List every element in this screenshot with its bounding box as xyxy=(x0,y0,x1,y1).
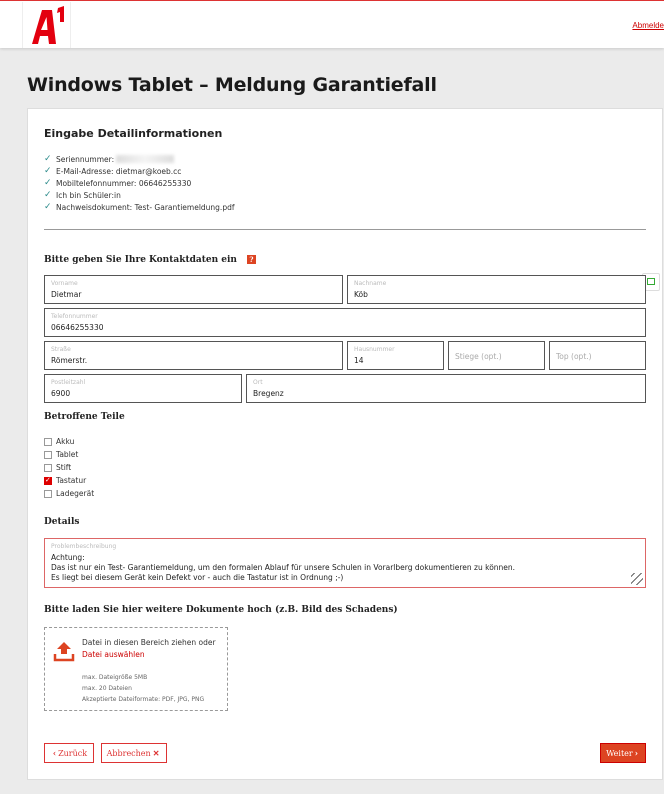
housenumber-field[interactable] xyxy=(347,341,444,370)
textarea-content xyxy=(51,553,515,583)
help-icon[interactable]: ? xyxy=(247,255,256,264)
lastname-label: Nachname xyxy=(354,280,387,287)
check-icon: ✓ xyxy=(44,189,52,200)
contact-heading-text: Bitte geben Sie Ihre Kontaktdaten ein xyxy=(44,255,237,265)
summary-item-label: E-Mail-Adresse: dietmar@koeb.cc xyxy=(56,166,182,176)
checkbox-label: Akku xyxy=(56,437,75,446)
divider xyxy=(44,229,646,230)
zip-value: 6900 xyxy=(51,389,71,398)
a1-logo[interactable] xyxy=(22,2,71,48)
lastname-value: Köb xyxy=(354,290,368,299)
back-button-label: Zurück xyxy=(58,748,88,758)
cancel-button-label: Abbrechen xyxy=(106,748,151,758)
zip-field[interactable] xyxy=(44,374,242,403)
upload-meta-line: max. 20 Dateien xyxy=(82,685,132,692)
street-field[interactable] xyxy=(44,341,343,370)
door-placeholder: Top (opt.) xyxy=(556,352,592,361)
summary-item-student xyxy=(44,189,234,201)
summary-item-email xyxy=(44,165,234,177)
summary-item-phone xyxy=(44,177,234,189)
summary-item-label: Ich bin Schüler:in xyxy=(56,190,121,200)
summary-list xyxy=(44,153,234,213)
stairs-field[interactable] xyxy=(448,341,545,370)
city-value: Bregenz xyxy=(253,389,284,398)
upload-meta-line: max. Dateigröße 5MB xyxy=(82,674,148,681)
upload-heading: Bitte laden Sie hier weitere Dokumente hoch (z.B. Bild des Schadens) xyxy=(44,605,398,615)
check-icon: ✓ xyxy=(44,201,52,212)
city-label: Ort xyxy=(253,379,263,386)
phone-field[interactable] xyxy=(44,308,646,337)
checkbox[interactable] xyxy=(44,464,52,472)
textarea-line: Das ist nur ein Test- Garantiemeldung, um den formalen Ablauf für unsere Schulen in Vorarlberg dokumentieren zu können. xyxy=(51,563,516,572)
form-card xyxy=(27,108,663,780)
redacted-value xyxy=(116,155,174,163)
part-stift[interactable] xyxy=(44,461,94,474)
next-button-label: Weiter xyxy=(606,748,633,758)
parts-heading: Betroffene Teile xyxy=(44,412,125,422)
checkbox[interactable] xyxy=(44,438,52,446)
checkbox-label: Stift xyxy=(56,463,72,472)
resize-handle[interactable] xyxy=(631,573,643,585)
check-icon: ✓ xyxy=(44,165,52,176)
logout-link[interactable]: Abmelde xyxy=(632,21,664,30)
summary-heading: Eingabe Detailinformationen xyxy=(44,127,223,140)
checkbox[interactable] xyxy=(44,451,52,459)
close-icon: ✕ xyxy=(152,748,160,758)
summary-item-label: Nachweisdokument: Test- Garantiemeldung.pdf xyxy=(56,202,235,212)
next-button[interactable] xyxy=(600,743,646,763)
choose-file-link[interactable]: Datei auswählen xyxy=(82,650,145,659)
part-ladegeraet[interactable] xyxy=(44,487,94,500)
a1-logo-icon xyxy=(28,6,68,46)
checkbox-label: Ladegerät xyxy=(56,489,95,498)
part-tablet[interactable] xyxy=(44,448,94,461)
summary-item-document xyxy=(44,201,234,213)
file-dropzone[interactable] xyxy=(44,627,228,711)
checkbox-checked[interactable] xyxy=(44,477,52,485)
upload-meta xyxy=(82,672,204,705)
summary-item-serial xyxy=(44,153,234,165)
parts-list xyxy=(44,435,94,500)
textarea-line: Es liegt bei diesem Gerät kein Defekt vor - auch die Tastatur ist in Ordnung ;-) xyxy=(51,573,344,582)
phone-label: Telefonnummer xyxy=(51,313,98,320)
upload-icon xyxy=(53,640,75,662)
dropzone-text: Datei in diesen Bereich ziehen oder xyxy=(82,638,216,647)
phone-value: 06646255330 xyxy=(51,323,104,332)
cancel-button[interactable] xyxy=(101,743,167,763)
textarea-line: Achtung: xyxy=(51,553,85,562)
zip-label: Postleitzahl xyxy=(51,379,86,386)
contact-heading xyxy=(44,255,256,265)
housenumber-value: 14 xyxy=(354,356,364,365)
problem-description-textarea[interactable] xyxy=(44,538,646,588)
summary-item-label: Seriennummer: xyxy=(56,154,115,164)
firstname-field[interactable] xyxy=(44,275,343,304)
part-akku[interactable] xyxy=(44,435,94,448)
street-value: Römerstr. xyxy=(51,356,88,365)
chevron-right-icon: › xyxy=(634,748,638,758)
firstname-label: Vorname xyxy=(51,280,78,287)
summary-item-label: Mobiltelefonnummer: 06646255330 xyxy=(56,178,192,188)
city-field[interactable] xyxy=(246,374,646,403)
door-field[interactable] xyxy=(549,341,646,370)
textarea-label: Problembeschreibung xyxy=(51,543,117,550)
check-icon: ✓ xyxy=(44,177,52,188)
top-bar xyxy=(0,0,664,48)
page-title: Windows Tablet – Meldung Garantiefall xyxy=(27,74,437,96)
checkbox[interactable] xyxy=(44,490,52,498)
chevron-left-icon: ‹ xyxy=(52,748,57,758)
stairs-placeholder: Stiege (opt.) xyxy=(455,352,502,361)
checkbox-label: Tablet xyxy=(56,450,79,459)
lastname-field[interactable] xyxy=(347,275,646,304)
housenumber-label: Hausnummer xyxy=(354,346,395,353)
upload-meta-line: Akzeptierte Dateiformate: PDF, JPG, PNG xyxy=(82,696,205,703)
checkbox-label: Tastatur xyxy=(56,476,87,485)
details-heading: Details xyxy=(44,517,80,527)
part-tastatur[interactable] xyxy=(44,474,94,487)
street-label: Straße xyxy=(51,346,71,353)
firstname-value: Dietmar xyxy=(51,290,82,299)
check-icon: ✓ xyxy=(44,153,52,164)
back-button[interactable] xyxy=(44,743,94,763)
